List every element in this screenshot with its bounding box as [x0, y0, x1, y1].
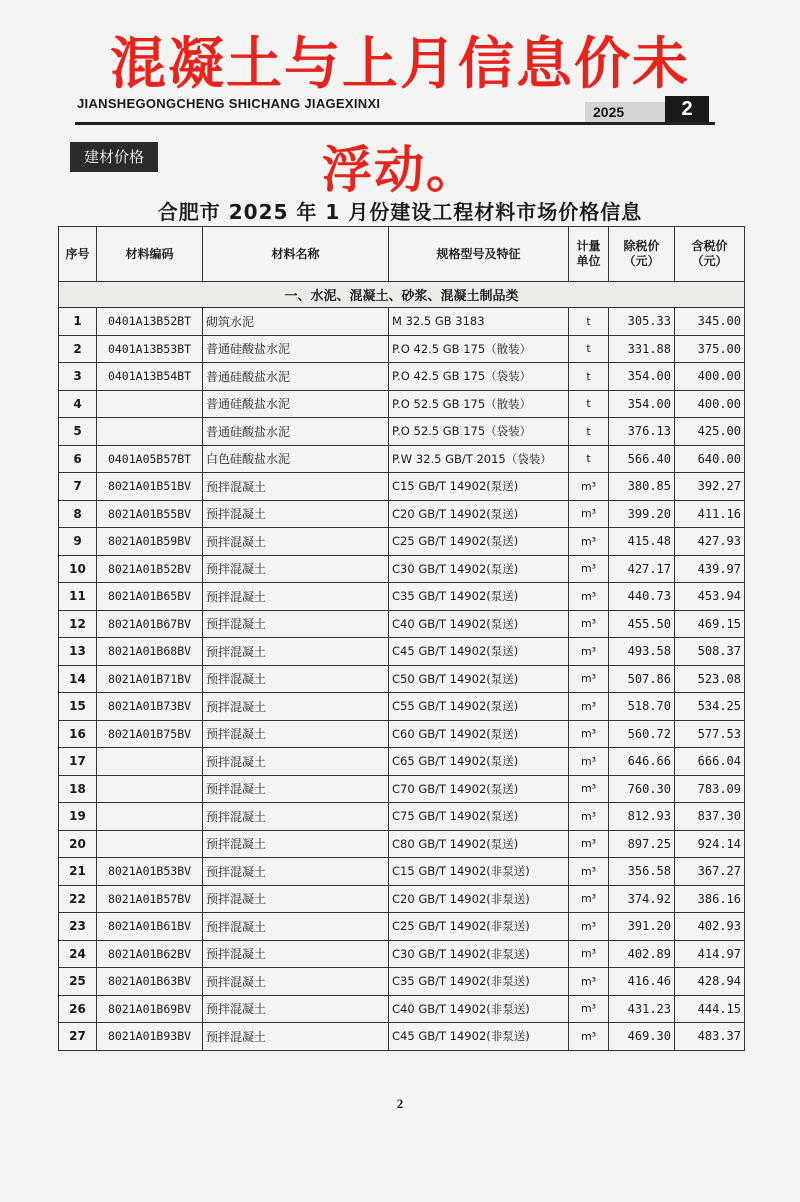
cell-price-incl-tax: 783.09 — [675, 775, 745, 803]
cell-price-excl-tax: 518.70 — [609, 693, 675, 721]
cell-price-excl-tax: 897.25 — [609, 830, 675, 858]
cell-no: 23 — [59, 913, 97, 941]
cell-price-incl-tax: 345.00 — [675, 308, 745, 336]
cell-price-incl-tax: 367.27 — [675, 858, 745, 886]
cell-material-code: 8021A01B53BV — [97, 858, 203, 886]
cell-material-code: 8021A01B59BV — [97, 528, 203, 556]
cell-unit: m³ — [569, 610, 609, 638]
cell-material-code — [97, 418, 203, 446]
cell-unit: m³ — [569, 748, 609, 776]
cell-spec: C65 GB/T 14902(泵送) — [389, 748, 569, 776]
cell-material-name: 普通硅酸盐水泥 — [203, 418, 389, 446]
cell-no: 5 — [59, 418, 97, 446]
cell-material-name: 预拌混凝土 — [203, 830, 389, 858]
cell-unit: m³ — [569, 858, 609, 886]
cell-material-name: 预拌混凝土 — [203, 803, 389, 831]
cell-unit: t — [569, 390, 609, 418]
cell-price-excl-tax: 566.40 — [609, 445, 675, 473]
cell-spec: C50 GB/T 14902(泵送) — [389, 665, 569, 693]
cell-spec: C35 GB/T 14902(非泵送) — [389, 968, 569, 996]
cell-spec: C60 GB/T 14902(泵送) — [389, 720, 569, 748]
cell-spec: C35 GB/T 14902(泵送) — [389, 583, 569, 611]
table-row — [59, 308, 745, 336]
cell-spec: P.O 42.5 GB 175（散装） — [389, 335, 569, 363]
cell-unit: m³ — [569, 500, 609, 528]
cell-price-excl-tax: 374.92 — [609, 885, 675, 913]
document-title: 合肥市 2025 年 1 月份建设工程材料市场价格信息 — [157, 200, 643, 224]
table-row — [59, 748, 745, 776]
cell-no: 27 — [59, 1023, 97, 1051]
cell-material-code — [97, 830, 203, 858]
cell-material-code: 8021A01B62BV — [97, 940, 203, 968]
table-row — [59, 858, 745, 886]
cell-no: 19 — [59, 803, 97, 831]
cell-unit: m³ — [569, 638, 609, 666]
cell-material-name: 预拌混凝土 — [203, 940, 389, 968]
cell-material-name: 预拌混凝土 — [203, 610, 389, 638]
masthead-rule — [75, 122, 715, 125]
header-unit-line1: 计量 — [576, 239, 601, 253]
cell-material-code: 8021A01B75BV — [97, 720, 203, 748]
cell-unit: m³ — [569, 995, 609, 1023]
page-number: 2 — [396, 1096, 404, 1111]
cell-price-incl-tax: 483.37 — [675, 1023, 745, 1051]
cell-price-excl-tax: 469.30 — [609, 1023, 675, 1051]
cell-material-code: 8021A01B51BV — [97, 473, 203, 501]
cell-spec: P.W 32.5 GB/T 2015（袋装） — [389, 445, 569, 473]
cell-unit: m³ — [569, 830, 609, 858]
cell-unit: t — [569, 445, 609, 473]
table-row — [59, 775, 745, 803]
header-excl-line2: （元） — [623, 254, 660, 268]
cell-no: 26 — [59, 995, 97, 1023]
cell-material-code: 0401A13B52BT — [97, 308, 203, 336]
cell-material-name: 预拌混凝土 — [203, 885, 389, 913]
cell-no: 2 — [59, 335, 97, 363]
table-row — [59, 335, 745, 363]
table-row — [59, 720, 745, 748]
table-row — [59, 583, 745, 611]
table-row — [59, 803, 745, 831]
cell-spec: C20 GB/T 14902(非泵送) — [389, 885, 569, 913]
cell-no: 9 — [59, 528, 97, 556]
cell-material-name: 普通硅酸盐水泥 — [203, 390, 389, 418]
header-name: 材料名称 — [203, 227, 389, 282]
cell-unit: m³ — [569, 473, 609, 501]
cell-spec: C80 GB/T 14902(泵送) — [389, 830, 569, 858]
cell-material-name: 预拌混凝土 — [203, 693, 389, 721]
cell-unit: m³ — [569, 665, 609, 693]
cell-price-excl-tax: 493.58 — [609, 638, 675, 666]
cell-spec: C25 GB/T 14902(非泵送) — [389, 913, 569, 941]
cell-spec: C40 GB/T 14902(泵送) — [389, 610, 569, 638]
header-unit — [569, 227, 609, 282]
header-code: 材料编码 — [97, 227, 203, 282]
table-row — [59, 1023, 745, 1051]
cell-price-incl-tax: 428.94 — [675, 968, 745, 996]
cell-price-incl-tax: 523.08 — [675, 665, 745, 693]
table-row — [59, 693, 745, 721]
cell-price-excl-tax: 431.23 — [609, 995, 675, 1023]
cell-spec: C25 GB/T 14902(泵送) — [389, 528, 569, 556]
cell-spec: C45 GB/T 14902(非泵送) — [389, 1023, 569, 1051]
cell-price-excl-tax: 646.66 — [609, 748, 675, 776]
table-row — [59, 968, 745, 996]
cell-price-excl-tax: 440.73 — [609, 583, 675, 611]
cell-price-incl-tax: 392.27 — [675, 473, 745, 501]
table-row — [59, 363, 745, 391]
header-incl-line2: （元） — [691, 254, 728, 268]
cell-material-name: 预拌混凝土 — [203, 555, 389, 583]
table-row — [59, 940, 745, 968]
cell-unit: t — [569, 335, 609, 363]
cell-price-excl-tax: 331.88 — [609, 335, 675, 363]
cell-price-excl-tax: 376.13 — [609, 418, 675, 446]
cell-unit: m³ — [569, 885, 609, 913]
cell-price-excl-tax: 415.48 — [609, 528, 675, 556]
cell-price-incl-tax: 469.15 — [675, 610, 745, 638]
cell-no: 16 — [59, 720, 97, 748]
cell-material-name: 预拌混凝土 — [203, 583, 389, 611]
cell-unit: m³ — [569, 528, 609, 556]
cell-material-name: 预拌混凝土 — [203, 473, 389, 501]
table-row — [59, 555, 745, 583]
header-incl-tax — [675, 227, 745, 282]
cell-unit: m³ — [569, 720, 609, 748]
cell-material-code: 0401A13B54BT — [97, 363, 203, 391]
cell-material-code: 8021A01B57BV — [97, 885, 203, 913]
table-row — [59, 528, 745, 556]
cell-price-incl-tax: 534.25 — [675, 693, 745, 721]
cell-no: 20 — [59, 830, 97, 858]
cell-spec: C45 GB/T 14902(泵送) — [389, 638, 569, 666]
cell-price-incl-tax: 400.00 — [675, 390, 745, 418]
cell-price-incl-tax: 453.94 — [675, 583, 745, 611]
cell-no: 7 — [59, 473, 97, 501]
cell-price-incl-tax: 414.97 — [675, 940, 745, 968]
cell-spec: C55 GB/T 14902(泵送) — [389, 693, 569, 721]
cell-material-code — [97, 748, 203, 776]
cell-price-excl-tax: 507.86 — [609, 665, 675, 693]
table-row — [59, 445, 745, 473]
cell-spec: C20 GB/T 14902(泵送) — [389, 500, 569, 528]
cell-material-code: 8021A01B52BV — [97, 555, 203, 583]
table-row — [59, 913, 745, 941]
cell-material-code — [97, 390, 203, 418]
cell-price-incl-tax: 666.04 — [675, 748, 745, 776]
cell-no: 3 — [59, 363, 97, 391]
cell-no: 14 — [59, 665, 97, 693]
category-row — [59, 282, 745, 308]
cell-unit: m³ — [569, 583, 609, 611]
cell-material-name: 预拌混凝土 — [203, 775, 389, 803]
cell-no: 11 — [59, 583, 97, 611]
header-unit-line2: 单位 — [576, 254, 601, 268]
cell-material-code — [97, 803, 203, 831]
cell-material-name: 普通硅酸盐水泥 — [203, 335, 389, 363]
table-row — [59, 995, 745, 1023]
cell-unit: t — [569, 308, 609, 336]
cell-unit: m³ — [569, 693, 609, 721]
cell-spec: P.O 52.5 GB 175（散装） — [389, 390, 569, 418]
section-tag: 建材价格 — [70, 142, 158, 172]
cell-material-name: 砌筑水泥 — [203, 308, 389, 336]
cell-unit: t — [569, 363, 609, 391]
cell-spec: P.O 52.5 GB 175（袋装） — [389, 418, 569, 446]
cell-no: 24 — [59, 940, 97, 968]
cell-price-incl-tax: 411.16 — [675, 500, 745, 528]
cell-no: 13 — [59, 638, 97, 666]
cell-material-name: 白色硅酸盐水泥 — [203, 445, 389, 473]
table-row — [59, 885, 745, 913]
header-incl-line1: 含税价 — [691, 239, 728, 253]
table-row — [59, 665, 745, 693]
cell-material-name: 预拌混凝土 — [203, 1023, 389, 1051]
cell-price-incl-tax: 577.53 — [675, 720, 745, 748]
header-excl-tax — [609, 227, 675, 282]
cell-price-incl-tax: 444.15 — [675, 995, 745, 1023]
cell-material-name: 预拌混凝土 — [203, 968, 389, 996]
category-label: 一、水泥、混凝土、砂浆、混凝土制品类 — [59, 282, 745, 308]
cell-price-incl-tax: 375.00 — [675, 335, 745, 363]
header-no: 序号 — [59, 227, 97, 282]
cell-unit: t — [569, 418, 609, 446]
cell-material-code: 8021A01B67BV — [97, 610, 203, 638]
cell-material-name: 预拌混凝土 — [203, 748, 389, 776]
cell-spec: C40 GB/T 14902(非泵送) — [389, 995, 569, 1023]
cell-spec: C70 GB/T 14902(泵送) — [389, 775, 569, 803]
cell-price-excl-tax: 391.20 — [609, 913, 675, 941]
table-row — [59, 418, 745, 446]
cell-material-name: 预拌混凝土 — [203, 638, 389, 666]
cell-spec: C30 GB/T 14902(非泵送) — [389, 940, 569, 968]
cell-price-excl-tax: 812.93 — [609, 803, 675, 831]
cell-material-name: 预拌混凝土 — [203, 528, 389, 556]
cell-no: 21 — [59, 858, 97, 886]
cell-material-code: 8021A01B73BV — [97, 693, 203, 721]
cell-price-incl-tax: 400.00 — [675, 363, 745, 391]
table-row — [59, 390, 745, 418]
cell-price-excl-tax: 427.17 — [609, 555, 675, 583]
cell-material-name: 预拌混凝土 — [203, 665, 389, 693]
cell-material-name: 预拌混凝土 — [203, 500, 389, 528]
cell-material-code — [97, 775, 203, 803]
header-excl-line1: 除税价 — [623, 239, 660, 253]
cell-unit: m³ — [569, 1023, 609, 1051]
header-spec: 规格型号及特征 — [389, 227, 569, 282]
cell-price-incl-tax: 508.37 — [675, 638, 745, 666]
cell-price-incl-tax: 924.14 — [675, 830, 745, 858]
cell-price-excl-tax: 356.58 — [609, 858, 675, 886]
cell-material-code: 8021A01B71BV — [97, 665, 203, 693]
cell-material-code: 8021A01B65BV — [97, 583, 203, 611]
cell-price-incl-tax: 425.00 — [675, 418, 745, 446]
cell-price-incl-tax: 837.30 — [675, 803, 745, 831]
cell-unit: m³ — [569, 775, 609, 803]
cell-material-code: 8021A01B68BV — [97, 638, 203, 666]
cell-material-code: 0401A05B57BT — [97, 445, 203, 473]
masthead — [75, 96, 715, 124]
cell-no: 15 — [59, 693, 97, 721]
masthead-pinyin: JIANSHEGONGCHENG SHICHANG JIAGEXINXI — [77, 96, 381, 111]
cell-material-code: 0401A13B53BT — [97, 335, 203, 363]
cell-material-name: 预拌混凝土 — [203, 995, 389, 1023]
masthead-year: 2025 — [585, 102, 671, 122]
cell-unit: m³ — [569, 803, 609, 831]
masthead-issue: 2 — [665, 96, 709, 122]
cell-price-excl-tax: 416.46 — [609, 968, 675, 996]
cell-spec: C30 GB/T 14902(泵送) — [389, 555, 569, 583]
table-row — [59, 473, 745, 501]
cell-no: 18 — [59, 775, 97, 803]
cell-no: 12 — [59, 610, 97, 638]
cell-price-incl-tax: 386.16 — [675, 885, 745, 913]
cell-spec: M 32.5 GB 3183 — [389, 308, 569, 336]
cell-spec: C15 GB/T 14902(非泵送) — [389, 858, 569, 886]
cell-unit: m³ — [569, 968, 609, 996]
cell-price-excl-tax: 402.89 — [609, 940, 675, 968]
cell-price-excl-tax: 399.20 — [609, 500, 675, 528]
cell-price-excl-tax: 560.72 — [609, 720, 675, 748]
cell-spec: C15 GB/T 14902(泵送) — [389, 473, 569, 501]
cell-material-code: 8021A01B93BV — [97, 1023, 203, 1051]
overlay-caption-line1: 混凝土与上月信息价未 — [110, 32, 690, 97]
cell-no: 10 — [59, 555, 97, 583]
cell-price-incl-tax: 427.93 — [675, 528, 745, 556]
cell-no: 25 — [59, 968, 97, 996]
cell-price-incl-tax: 402.93 — [675, 913, 745, 941]
cell-no: 22 — [59, 885, 97, 913]
cell-material-code: 8021A01B61BV — [97, 913, 203, 941]
cell-price-excl-tax: 380.85 — [609, 473, 675, 501]
cell-price-excl-tax: 455.50 — [609, 610, 675, 638]
table-row — [59, 830, 745, 858]
cell-material-code: 8021A01B69BV — [97, 995, 203, 1023]
cell-price-excl-tax: 354.00 — [609, 390, 675, 418]
cell-spec: C75 GB/T 14902(泵送) — [389, 803, 569, 831]
cell-material-name: 预拌混凝土 — [203, 720, 389, 748]
cell-price-excl-tax: 305.33 — [609, 308, 675, 336]
cell-material-name: 预拌混凝土 — [203, 913, 389, 941]
cell-material-name: 普通硅酸盐水泥 — [203, 363, 389, 391]
cell-price-excl-tax: 354.00 — [609, 363, 675, 391]
cell-material-code: 8021A01B63BV — [97, 968, 203, 996]
cell-price-excl-tax: 760.30 — [609, 775, 675, 803]
price-table — [58, 226, 745, 1051]
cell-no: 6 — [59, 445, 97, 473]
table-row — [59, 638, 745, 666]
cell-no: 8 — [59, 500, 97, 528]
cell-unit: m³ — [569, 940, 609, 968]
cell-no: 17 — [59, 748, 97, 776]
cell-unit: m³ — [569, 913, 609, 941]
table-header-row — [59, 227, 745, 282]
cell-material-name: 预拌混凝土 — [203, 858, 389, 886]
cell-unit: m³ — [569, 555, 609, 583]
overlay-caption-line2: 浮动。 — [322, 141, 478, 199]
cell-price-incl-tax: 640.00 — [675, 445, 745, 473]
table-row — [59, 500, 745, 528]
cell-no: 1 — [59, 308, 97, 336]
cell-no: 4 — [59, 390, 97, 418]
table-row — [59, 610, 745, 638]
cell-spec: P.O 42.5 GB 175（袋装） — [389, 363, 569, 391]
cell-price-incl-tax: 439.97 — [675, 555, 745, 583]
cell-material-code: 8021A01B55BV — [97, 500, 203, 528]
